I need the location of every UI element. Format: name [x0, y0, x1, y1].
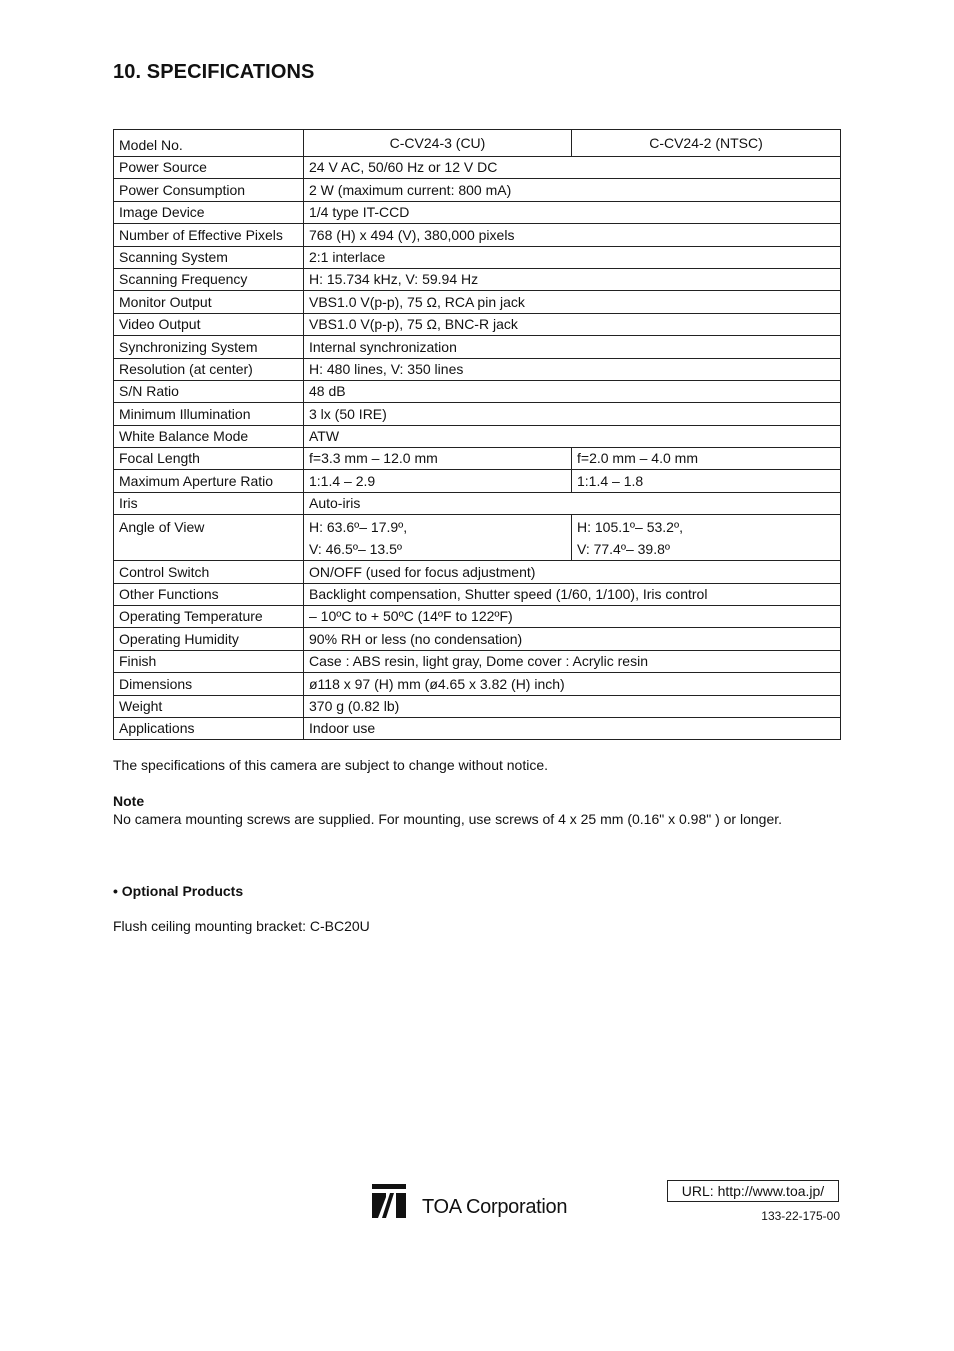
row-label: Number of Effective Pixels: [114, 224, 304, 246]
row-label: Operating Humidity: [114, 628, 304, 650]
table-row: [114, 313, 841, 335]
row-value: Backlight compensation, Shutter speed (1/60, 1/100), Iris control: [304, 583, 841, 605]
table-row: [114, 403, 841, 425]
row-value-cu: f=3.3 mm – 12.0 mm: [304, 448, 572, 470]
row-label: Applications: [114, 717, 304, 739]
row-value: 48 dB: [304, 380, 841, 402]
table-row: [114, 291, 841, 313]
row-value: 768 (H) x 494 (V), 380,000 pixels: [304, 224, 841, 246]
row-value: Indoor use: [304, 717, 841, 739]
value-line: V: 77.4º– 39.8º: [577, 541, 670, 558]
table-row: [114, 425, 841, 447]
table-row: [114, 246, 841, 268]
row-value: ON/OFF (used for focus adjustment): [304, 561, 841, 583]
row-value: H: 15.734 kHz, V: 59.94 Hz: [304, 268, 841, 290]
change-notice: The specifications of this camera are subject to change without notice.: [113, 757, 549, 773]
row-label: Focal Length: [114, 448, 304, 470]
table-row: [114, 380, 841, 402]
row-value: Auto-iris: [304, 492, 841, 514]
table-row: [114, 583, 841, 605]
value-line: H: 105.1º– 53.2º,: [577, 519, 683, 536]
row-value: 3 lx (50 IRE): [304, 403, 841, 425]
value-line: H: 63.6º– 17.9º,: [309, 519, 408, 536]
table-row: [114, 492, 841, 514]
row-value: ATW: [304, 425, 841, 447]
row-value-cu: [304, 515, 572, 561]
url-box: URL: http://www.toa.jp/: [667, 1180, 839, 1202]
row-label: Image Device: [114, 201, 304, 223]
toa-logo-icon: [372, 1184, 406, 1218]
document-number: 133-22-175-00: [761, 1209, 840, 1223]
row-label: Iris: [114, 492, 304, 514]
table-row: [114, 673, 841, 695]
value-line: V: 46.5º– 13.5º: [309, 541, 402, 558]
row-value: – 10ºC to + 50ºC (14ºF to 122ºF): [304, 606, 841, 628]
table-row: [114, 650, 841, 672]
row-label: Operating Temperature: [114, 606, 304, 628]
table-row: [114, 561, 841, 583]
row-value-cu: 1:1.4 – 2.9: [304, 470, 572, 492]
row-label: Scanning Frequency: [114, 268, 304, 290]
note-text: No camera mounting screws are supplied. For mounting, use screws of 4 x 25 mm (0.16" x 0.98" ) or longer.: [113, 811, 783, 827]
table-row: [114, 717, 841, 739]
specifications-table: [113, 129, 841, 740]
row-value: VBS1.0 V(p-p), 75 Ω, BNC-R jack: [304, 313, 841, 335]
row-value: ø118 x 97 (H) mm (ø4.65 x 3.82 (H) inch): [304, 673, 841, 695]
table-row: [114, 201, 841, 223]
table-row: [114, 448, 841, 470]
row-label: Angle of View: [114, 515, 304, 561]
table-row: [114, 628, 841, 650]
row-label: Power Consumption: [114, 179, 304, 201]
table-row: [114, 157, 841, 179]
table-row-model: [114, 130, 841, 157]
table-row: [114, 606, 841, 628]
row-label: Synchronizing System: [114, 336, 304, 358]
table-row: [114, 470, 841, 492]
table-row: [114, 695, 841, 717]
row-value: 1/4 type IT-CCD: [304, 201, 841, 223]
table-row: [114, 515, 841, 561]
table-row: [114, 358, 841, 380]
row-label: Video Output: [114, 313, 304, 335]
row-label: Other Functions: [114, 583, 304, 605]
optional-products-heading: • Optional Products: [113, 883, 244, 899]
row-value-ntsc: f=2.0 mm – 4.0 mm: [572, 448, 841, 470]
page-title: 10. SPECIFICATIONS: [113, 61, 315, 83]
row-value: 90% RH or less (no condensation): [304, 628, 841, 650]
row-value-ntsc: 1:1.4 – 1.8: [572, 470, 841, 492]
row-label: Model No.: [114, 130, 304, 157]
row-label: Dimensions: [114, 673, 304, 695]
table-row: [114, 268, 841, 290]
row-label: Finish: [114, 650, 304, 672]
row-label: Maximum Aperture Ratio: [114, 470, 304, 492]
specifications-table-body: [114, 130, 841, 740]
row-label: Weight: [114, 695, 304, 717]
row-value: Case : ABS resin, light gray, Dome cover : Acrylic resin: [304, 650, 841, 672]
row-value: 370 g (0.82 lb): [304, 695, 841, 717]
row-value: 2 W (maximum current: 800 mA): [304, 179, 841, 201]
model-cu: C-CV24-3 (CU): [304, 130, 572, 157]
row-value: VBS1.0 V(p-p), 75 Ω, RCA pin jack: [304, 291, 841, 313]
table-row: [114, 336, 841, 358]
row-label: Resolution (at center): [114, 358, 304, 380]
row-value: 2:1 interlace: [304, 246, 841, 268]
row-value: H: 480 lines, V: 350 lines: [304, 358, 841, 380]
model-ntsc: C-CV24-2 (NTSC): [572, 130, 841, 157]
row-label: Scanning System: [114, 246, 304, 268]
row-value: Internal synchronization: [304, 336, 841, 358]
row-value: 24 V AC, 50/60 Hz or 12 V DC: [304, 157, 841, 179]
row-label: White Balance Mode: [114, 425, 304, 447]
table-row: [114, 179, 841, 201]
row-label: Control Switch: [114, 561, 304, 583]
row-label: Minimum Illumination: [114, 403, 304, 425]
row-value-ntsc: [572, 515, 841, 561]
row-label: Power Source: [114, 157, 304, 179]
company-name: TOA Corporation: [422, 1196, 568, 1218]
note-heading: Note: [113, 793, 145, 809]
row-label: Monitor Output: [114, 291, 304, 313]
row-label: S/N Ratio: [114, 380, 304, 402]
table-row: [114, 224, 841, 246]
optional-product-item: Flush ceiling mounting bracket: C-BC20U: [113, 918, 370, 934]
